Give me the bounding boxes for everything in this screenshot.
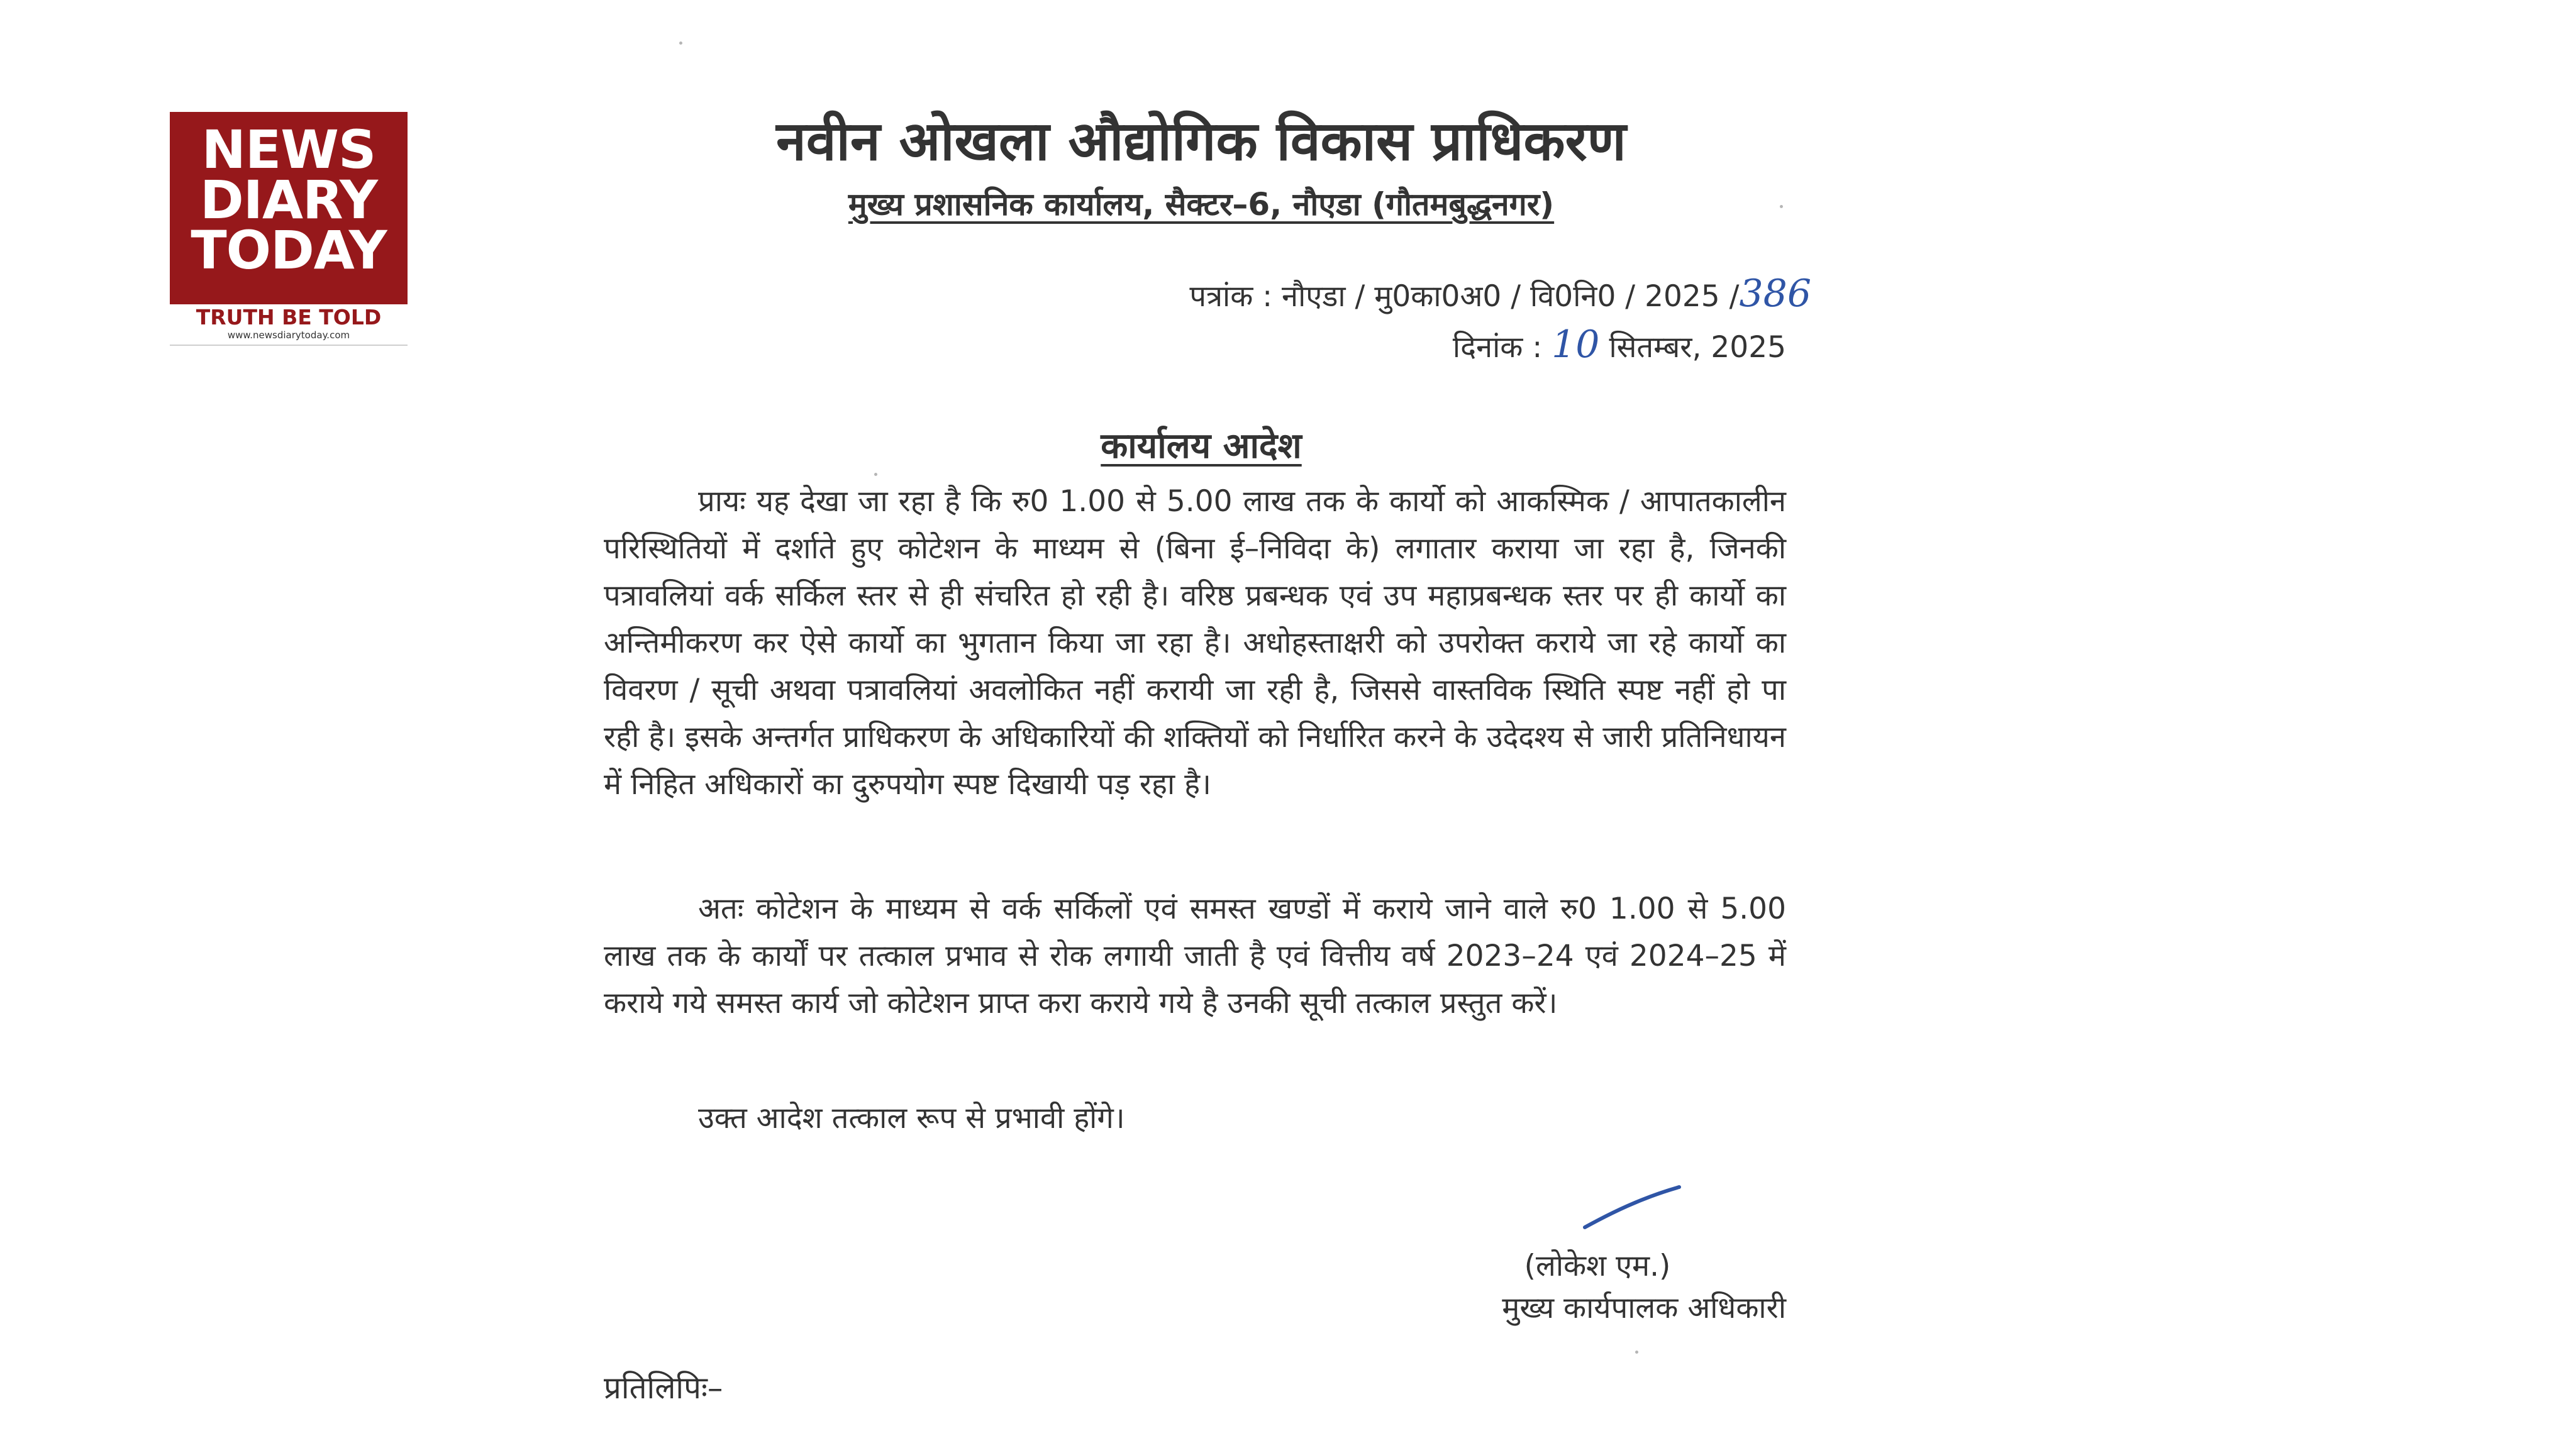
scan-speck bbox=[874, 473, 877, 476]
reference-label: पत्रांक : नौएडा / मु0का0अ0 / वि0नि0 / 2025 / bbox=[1189, 279, 1740, 314]
logo-word-today: TODAY bbox=[191, 219, 387, 281]
organization-address bbox=[604, 182, 1799, 226]
logo-word-diary: DIARY bbox=[200, 169, 377, 231]
paragraph-1: प्रायः यह देखा जा रहा है कि रु0 1.00 से 5.00 लाख तक के कार्यो को आकस्मिक / आपातकालीन परिस्थितियों में दर्शाते हुए कोटेशन के माध्यम से (बिना ई–निविदा के) लगातार कराया जा रहा है, जिनकी पत्रावलियां वर्क सर्किल स्तर से ही संचरित हो रही है। वरिष्ठ प्रबन्धक एवं उप महाप्रबन्धक स्तर पर ही कार्यो का अन्तिमीकरण कर ऐसे कार्यो का भुगतान किया जा रहा है। अधोहस्ताक्षरी को उपरोक्त कराये जा रहे कार्यो का विवरण / सूची अथवा पत्रावलियां अवलोकित नहीं करायी जा रही है, जिससे वास्तविक स्थिति स्पष्ट नहीं हो पा रही है। इसके अन्तर्गत प्राधिकरण के अधिकारियों की शक्तियों को निर्धारित करने के उदेदश्य से जारी प्रतिनिधायन में निहित अधिकारों का दुरुपयोग स्पष्ट दिखायी पड़ रहा है। bbox=[604, 484, 1786, 802]
scan-speck bbox=[1780, 205, 1783, 208]
news-diary-today-logo bbox=[170, 112, 408, 352]
signature-mark bbox=[1579, 1182, 1685, 1232]
signatory-title: मुख्य कार्यपालक अधिकारी bbox=[1502, 1291, 1786, 1325]
reference-number-handwritten: 386 bbox=[1739, 272, 1811, 316]
organization-name: नवीन ओखला औद्योगिक विकास प्राधिकरण bbox=[776, 110, 1626, 173]
organization-address-text: मुख्य प्रशासनिक कार्यालय, सैक्टर–6, नौएडा (गौतमबुद्धनगर) bbox=[848, 186, 1555, 223]
order-heading bbox=[604, 421, 1799, 472]
logo-tagline: TRUTH BE TOLD bbox=[170, 306, 408, 329]
date-line bbox=[1069, 323, 1786, 370]
logo-divider bbox=[170, 345, 408, 346]
paragraph-3: उक्त आदेश तत्काल रूप से प्रभावी होंगे। bbox=[698, 1101, 1125, 1136]
copy-to-label: प्रतिलिपिः– bbox=[604, 1370, 723, 1406]
logo-box bbox=[170, 112, 408, 304]
logo-url: www.newsdiarytoday.com bbox=[227, 329, 350, 341]
date-month-year: सितम्बर, 2025 bbox=[1609, 330, 1786, 365]
date-day-handwritten: 10 bbox=[1552, 323, 1600, 367]
scan-speck bbox=[679, 41, 682, 45]
logo-word-news: NEWS bbox=[201, 119, 376, 180]
reference-number-line bbox=[1069, 272, 1811, 319]
signatory-name: (लोकेश एम.) bbox=[1524, 1249, 1671, 1283]
scan-speck bbox=[1635, 1351, 1638, 1354]
paragraph-2: अतः कोटेशन के माध्यम से वर्क सर्किलों एवं समस्त खण्डों में कराये जाने वाले रु0 1.00 से 5.00 लाख तक के कार्यों पर तत्काल प्रभाव से रोक लगायी जाती है एवं वित्तीय वर्ष 2023–24 एवं 2024–25 में कराये गये समस्त कार्य जो कोटेशन प्राप्त करा कराये गये है उनकी सूची तत्काल प्रस्तुत करें। bbox=[604, 892, 1786, 1020]
date-label: दिनांक : bbox=[1452, 330, 1543, 365]
order-heading-text: कार्यालय आदेश bbox=[1101, 426, 1302, 467]
